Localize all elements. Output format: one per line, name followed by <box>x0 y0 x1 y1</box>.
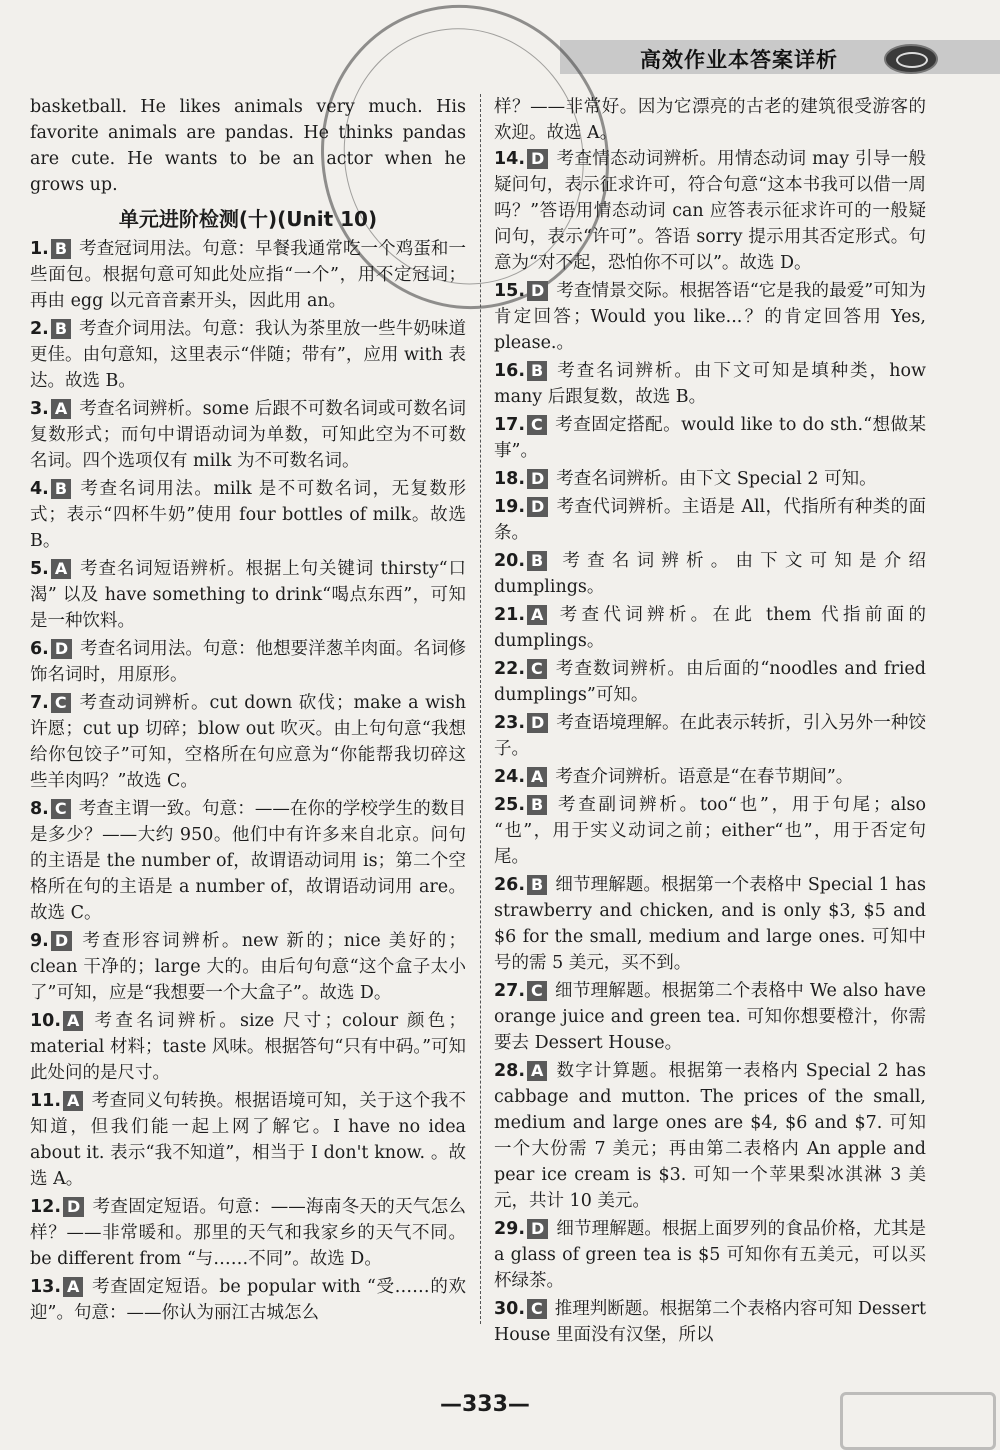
answer-item <box>30 928 466 1006</box>
explanation-text: 考查副词辨析。too“也”，用于句尾；also “也”，用于实义动词之前；either“也”，用于否定句尾。 <box>494 795 926 867</box>
explanation-text: 细节理解题。根据上面罗列的食品价格，尤其是 a glass of green tea is $5 可知你有五美元，可以买杯绿茶。 <box>494 1219 926 1291</box>
explanation-text: 考查名词辨析。size 尺寸；colour 颜色；material 材料；taste 风味。根据答句“只有中码。”可知此处问的是尺寸。 <box>30 1011 467 1083</box>
explanation-text: 考查介词用法。句意：我认为茶里放一些牛奶味道更佳。由句意知，这里表示“伴随；带有”，应用 with 表达。故选 B。 <box>30 319 466 391</box>
answer-badge: D <box>527 469 548 489</box>
question-number: 16. <box>494 361 526 381</box>
question-number: 12. <box>30 1197 62 1217</box>
answer-badge: A <box>527 605 547 625</box>
question-number: 10. <box>30 1011 62 1031</box>
publisher-logo-icon <box>884 44 938 74</box>
answer-item <box>494 278 926 356</box>
answer-badge: A <box>63 1091 83 1111</box>
question-number: 19. <box>494 497 526 517</box>
explanation-text: 考查介词辨析。语意是“在春节期间”。 <box>555 767 854 787</box>
answer-badge: C <box>51 693 71 713</box>
question-number: 20. <box>494 551 526 571</box>
answer-item <box>494 1216 926 1294</box>
answer-item <box>30 396 466 474</box>
question-number: 27. <box>494 981 526 1001</box>
answer-badge: D <box>51 639 72 659</box>
question-number: 18. <box>494 469 526 489</box>
question-number: 2. <box>30 319 49 339</box>
answer-item <box>494 872 926 976</box>
question-number: 4. <box>30 479 49 499</box>
answer-item <box>494 466 926 492</box>
question-number: 23. <box>494 713 526 733</box>
answer-badge: D <box>63 1197 84 1217</box>
explanation-text: 考查代词辨析。在此 them 代指前面的 dumplings。 <box>494 605 926 651</box>
answer-item <box>30 236 466 314</box>
answer-badge: B <box>51 239 71 259</box>
question-number: 25. <box>494 795 526 815</box>
answer-item <box>30 690 466 794</box>
explanation-text: 考查名词短语辨析。根据上句关键词 thirsty“口渴” 以及 have something to drink“喝点东西”，可知是一种饮料。 <box>30 559 466 631</box>
explanation-text: 考查名词辨析。由下文可知是介绍 dumplings。 <box>494 551 926 597</box>
explanation-text: 考查名词辨析。some 后跟不可数名词或可数名词复数形式；而句中谓语动词为单数，可知此空为不可数名词。四个选项仅有 milk 为不可数名词。 <box>30 399 466 471</box>
answer-badge: C <box>527 1299 547 1319</box>
explanation-text: 考查名词用法。milk 是不可数名词，无复数形式；表示“四杯牛奶”使用 four bottles of milk。故选 B。 <box>30 479 466 551</box>
explanation-text: 考查情态动词辨析。用情态动词 may 引导一般疑问句，表示征求许可，符合句意“这本书我可以借一周吗？”答语用情态动词 can 应答表示征求许可的一般疑问句，表示“许可”。答语 sorry 提示用其否定形式。句意为“对不起，恐怕你不可以”。故选 D。 <box>494 149 926 273</box>
answer-item <box>494 146 926 276</box>
question-number: 24. <box>494 767 526 787</box>
column-divider <box>480 94 481 1324</box>
answer-badge: D <box>527 497 548 517</box>
right-intro-text: 样？——非常好。因为它漂亮的古老的建筑很受游客的欢迎。故选 A。 <box>494 97 926 143</box>
answer-item <box>30 1274 466 1326</box>
question-number: 29. <box>494 1219 526 1239</box>
answer-badge: C <box>51 799 71 819</box>
explanation-text: 考查同义句转换。根据语境可知，关于这个我不知道，但我们能一起上网了解它。I have no idea about it. 表示“我不知道”，相当于 I don't know. 。故选 A。 <box>30 1091 466 1189</box>
answer-badge: C <box>527 415 547 435</box>
answer-item <box>494 412 926 464</box>
answer-item <box>494 656 926 708</box>
explanation-text: 考查固定短语。be popular with “受……的欢迎”。句意：——你认为丽江古城怎么 <box>30 1277 466 1323</box>
answer-badge: C <box>527 981 547 1001</box>
explanation-text: 数字计算题。根据第一表格内 Special 2 has cabbage and mutton. The prices of the small, medium and large ones are $4, $6 and $7. 可知一个大份需 7 美元；再由第二表格内 An apple and pear ice cream is $3. 可知一个苹果梨冰淇淋 3 美元，共计 10 美元。 <box>494 1061 926 1211</box>
question-number: 30. <box>494 1299 526 1319</box>
answer-badge: B <box>527 551 547 571</box>
answer-item <box>30 796 466 926</box>
answer-item <box>30 476 466 554</box>
answer-item <box>494 1058 926 1214</box>
explanation-text: 考查动词辨析。cut down 砍伐；make a wish 许愿；cut up 切碎；blow out 吹灭。由上句句意“我想给你包饺子”可知，空格所在句应意为“你能帮我切碎这些羊肉吗？”故选 C。 <box>30 693 466 791</box>
section-title: 单元进阶检测(十)(Unit 10) <box>118 207 378 231</box>
answer-badge: D <box>51 931 72 951</box>
explanation-text: 考查形容词辨析。new 新的；nice 美好的；clean 干净的；large 大的。由后句句意“这个盒子太小了”可知，应是“我想要一个大盒子”。故选 D。 <box>30 931 466 1003</box>
answer-item <box>30 556 466 634</box>
question-number: 14. <box>494 149 526 169</box>
answer-item <box>30 1088 466 1192</box>
left-column <box>30 94 466 1328</box>
answer-badge: D <box>527 281 548 301</box>
answer-item <box>30 316 466 394</box>
answer-badge: D <box>527 149 548 169</box>
site-watermark-logo <box>840 1392 996 1450</box>
answer-item <box>494 978 926 1056</box>
right-answer-list <box>494 146 926 1348</box>
answer-item <box>494 602 926 654</box>
question-number: 28. <box>494 1061 526 1081</box>
answer-badge: C <box>527 659 547 679</box>
answer-item <box>494 792 926 870</box>
answer-badge: A <box>51 399 71 419</box>
question-number: 11. <box>30 1091 62 1111</box>
explanation-text: 考查固定搭配。would like to do sth.“想做某事”。 <box>494 415 926 461</box>
explanation-text: 考查固定短语。句意：——海南冬天的天气怎么样？——非常暖和。那里的天气和我家乡的天气不同。be different from “与……不同”。故选 D。 <box>30 1197 466 1269</box>
question-number: 21. <box>494 605 526 625</box>
question-number: 22. <box>494 659 526 679</box>
answer-badge: A <box>527 767 547 787</box>
answer-item <box>494 1296 926 1348</box>
explanation-text: 考查名词辨析。由下文 Special 2 可知。 <box>556 469 877 489</box>
explanation-text: 考查数词辨析。由后面的“noodles and fried dumplings”可知。 <box>494 659 926 705</box>
explanation-text: 考查情景交际。根据答语“它是我的最爱”可知为肯定回答；Would you like...？的肯定回答用 Yes, please.。 <box>494 281 926 353</box>
question-number: 13. <box>30 1277 62 1297</box>
question-number: 15. <box>494 281 526 301</box>
answer-item <box>30 1008 466 1086</box>
answer-item <box>494 710 926 762</box>
explanation-text: 推理判断题。根据第二个表格内容可知 Dessert House 里面没有汉堡，所以 <box>494 1299 926 1345</box>
answer-badge: A <box>63 1277 83 1297</box>
answer-badge: D <box>527 713 548 733</box>
question-number: 1. <box>30 239 49 259</box>
explanation-text: 考查名词用法。句意：他想要洋葱羊肉面。名词修饰名词时，用原形。 <box>30 639 466 685</box>
page-number: —333— <box>440 1392 530 1417</box>
question-number: 9. <box>30 931 49 951</box>
left-intro-text: basketball. He likes animals very much. His favorite animals are pandas. He thinks pandas are cute. He wants to be an actor when he grows up. <box>30 97 466 195</box>
explanation-text: 考查主谓一致。句意：——在你的学校学生的数目是多少？——大约 950。他们中有许多来自北京。问句的主语是 the number of，故谓语动词用 is；第二个空格所在句的主语是 a number of，故谓语动词用 are。故选 C。 <box>30 799 466 923</box>
answer-badge: B <box>51 479 71 499</box>
question-number: 7. <box>30 693 49 713</box>
explanation-text: 细节理解题。根据第二个表格中 We also have orange juice and green tea. 可知你想要橙汁，你需要去 Dessert House。 <box>494 981 926 1053</box>
question-number: 3. <box>30 399 49 419</box>
answer-item <box>494 358 926 410</box>
answer-badge: B <box>527 361 547 381</box>
answer-badge: A <box>527 1061 547 1081</box>
left-answer-list <box>30 236 466 1326</box>
answer-badge: B <box>527 875 547 895</box>
answer-item <box>494 494 926 546</box>
right-column <box>494 94 926 1350</box>
question-number: 6. <box>30 639 49 659</box>
answer-item <box>494 548 926 600</box>
answer-badge: A <box>63 1011 83 1031</box>
answer-item <box>30 636 466 688</box>
question-number: 5. <box>30 559 49 579</box>
explanation-text: 考查名词辨析。由下文可知是填种类，how many 后跟复数，故选 B。 <box>494 361 926 407</box>
explanation-text: 细节理解题。根据第一个表格中 Special 1 has strawberry and chicken, and is only $3, $5 and $6 for the small, medium and large ones. 可知中号的需 5 美元，买不到。 <box>494 875 926 973</box>
explanation-text: 考查代词辨析。主语是 All，代指所有种类的面条。 <box>494 497 926 543</box>
answer-item <box>30 1194 466 1272</box>
question-number: 8. <box>30 799 49 819</box>
explanation-text: 考查冠词用法。句意：早餐我通常吃一个鸡蛋和一些面包。根据句意可知此处应指“一个”，用不定冠词；再由 egg 以元音音素开头，因此用 an。 <box>30 239 466 311</box>
answer-item <box>494 764 926 790</box>
explanation-text: 考查语境理解。在此表示转折，引入另外一种饺子。 <box>494 713 926 759</box>
answer-badge: B <box>527 795 547 815</box>
question-number: 26. <box>494 875 526 895</box>
answer-badge: D <box>527 1219 548 1239</box>
answer-badge: A <box>51 559 71 579</box>
answer-badge: B <box>51 319 71 339</box>
question-number: 17. <box>494 415 526 435</box>
page-header-title: 高效作业本答案详析 <box>640 48 838 72</box>
